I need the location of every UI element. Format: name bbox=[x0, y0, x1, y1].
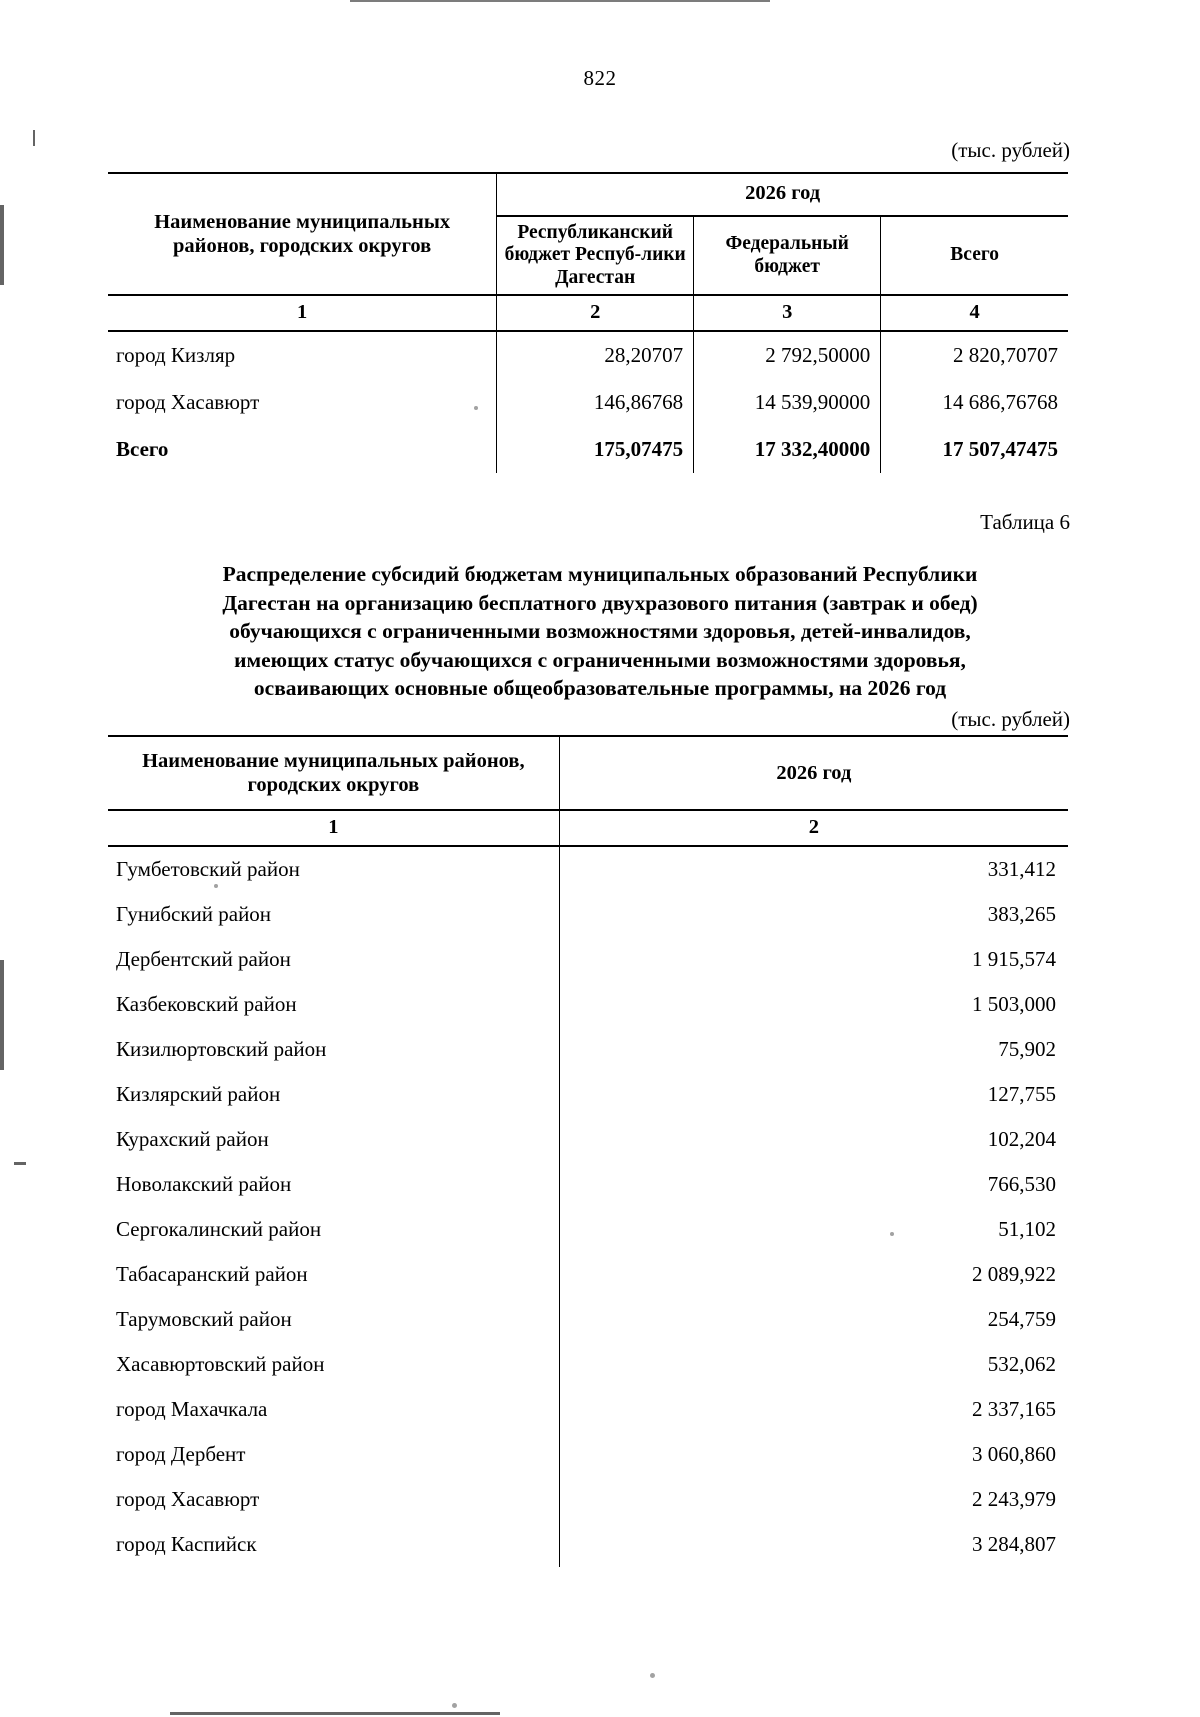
table-2-row-value: 1 503,000 bbox=[972, 992, 1056, 1017]
table-row bbox=[108, 1207, 1068, 1252]
table-2-body bbox=[108, 846, 1068, 1567]
table-6-label: Таблица 6 bbox=[980, 510, 1070, 534]
table-2-row-name: город Дербент bbox=[108, 1432, 559, 1477]
table-row bbox=[108, 937, 1068, 982]
table-6-title-line-3: обучающихся с ограниченными возможностями здоровья, детей-инвалидов, bbox=[229, 619, 971, 644]
table-row bbox=[108, 1252, 1068, 1297]
table-2-row-name: город Махачкала bbox=[108, 1387, 559, 1432]
table-row bbox=[108, 331, 1068, 379]
table-2-row-name: Казбековский район bbox=[108, 982, 559, 1027]
table-2-row-name: Тарумовский район bbox=[108, 1297, 559, 1342]
table-2-year-column-header: 2026 год bbox=[559, 736, 1068, 810]
table-row bbox=[108, 1162, 1068, 1207]
table-1-row-republican: 146,86768 bbox=[497, 379, 694, 426]
table-2 bbox=[108, 735, 1068, 1567]
table-2-row-value: 75,902 bbox=[998, 1037, 1056, 1062]
table-1-row-republican: 28,20707 bbox=[497, 331, 694, 379]
table-2-row-name: Дербентский район bbox=[108, 937, 559, 982]
table-1-total-total: 17 507,47475 bbox=[942, 437, 1058, 462]
table-1-total-label: Всего bbox=[108, 426, 497, 473]
table-1-column-number-row bbox=[108, 295, 1068, 331]
table-2-row-value: 254,759 bbox=[987, 1307, 1056, 1332]
table-row bbox=[108, 1117, 1068, 1162]
scan-artifact-tick-1 bbox=[33, 130, 35, 146]
table-6-title bbox=[110, 560, 1090, 703]
table-row bbox=[108, 846, 1068, 892]
table-2-row-name: Сергокалинский район bbox=[108, 1207, 559, 1252]
table-2-row-value: 3 060,860 bbox=[972, 1442, 1056, 1467]
table-2-row-value: 532,062 bbox=[987, 1352, 1056, 1377]
table-row bbox=[108, 1387, 1068, 1432]
scan-artifact-tick-4 bbox=[14, 1162, 26, 1165]
table-1-federal-budget-header: Федеральный бюджет bbox=[694, 216, 881, 295]
table-1-row-name: город Кизляр bbox=[108, 331, 497, 379]
table-2-row-value: 2 089,922 bbox=[972, 1262, 1056, 1287]
table-1-row-federal: 2 792,50000 bbox=[694, 331, 881, 379]
table-2-row-name: город Каспийск bbox=[108, 1522, 559, 1567]
table-2-row-name: город Хасавюрт bbox=[108, 1477, 559, 1522]
units-note-table1: (тыс. рублей) bbox=[951, 138, 1070, 162]
table-2-header-row bbox=[108, 736, 1068, 810]
table-1-header-row-1 bbox=[108, 173, 1068, 216]
table-1-total-row bbox=[108, 426, 1068, 473]
table-1-colnum-4: 4 bbox=[881, 295, 1068, 331]
scan-speck-5 bbox=[650, 1673, 655, 1678]
scan-speck-6 bbox=[452, 1703, 457, 1708]
table-1-year-group-header: 2026 год bbox=[497, 173, 1068, 216]
table-6-distribution bbox=[108, 735, 1068, 1567]
table-2-row-value: 51,102 bbox=[998, 1217, 1056, 1242]
table-6-title-line-4: имеющих статус обучающихся с ограниченными возможностями здоровья, bbox=[234, 647, 966, 672]
table-2-row-value: 2 337,165 bbox=[972, 1397, 1056, 1422]
table-1 bbox=[108, 172, 1068, 473]
table-1-republican-budget-header: Республиканский бюджет Респуб-лики Дагестан bbox=[497, 216, 694, 295]
table-row bbox=[108, 379, 1068, 426]
table-2-row-name: Гумбетовский район bbox=[108, 846, 559, 892]
table-1-subsidies-continuation bbox=[108, 172, 1068, 473]
table-row bbox=[108, 1342, 1068, 1387]
table-2-row-value: 2 243,979 bbox=[972, 1487, 1056, 1512]
scan-artifact-bottom-rule bbox=[170, 1712, 500, 1715]
table-2-row-value: 1 915,574 bbox=[972, 947, 1056, 972]
table-2-colnum-2: 2 bbox=[559, 810, 1068, 846]
table-2-row-name: Хасавюртовский район bbox=[108, 1342, 559, 1387]
table-row bbox=[108, 1297, 1068, 1342]
table-2-row-name: Гунибский район bbox=[108, 892, 559, 937]
table-row bbox=[108, 1027, 1068, 1072]
table-1-row-total: 14 686,76768 bbox=[942, 390, 1058, 415]
page-number: 822 bbox=[583, 66, 617, 90]
table-row bbox=[108, 982, 1068, 1027]
table-6-title-line-2: Дагестан на организацию бесплатного двухразового питания (завтрак и обед) bbox=[222, 590, 978, 615]
scan-artifact-top-rule bbox=[350, 0, 770, 2]
table-row bbox=[108, 892, 1068, 937]
table-row bbox=[108, 1072, 1068, 1117]
table-1-row-federal: 14 539,90000 bbox=[694, 379, 881, 426]
table-2-row-value: 102,204 bbox=[987, 1127, 1056, 1152]
table-2-column-number-row bbox=[108, 810, 1068, 846]
table-2-row-name: Табасаранский район bbox=[108, 1252, 559, 1297]
table-2-row-name: Кизилюртовский район bbox=[108, 1027, 559, 1072]
table-1-total-header: Всего bbox=[950, 244, 999, 266]
table-2-row-value: 766,530 bbox=[987, 1172, 1056, 1197]
scan-artifact-tick-2 bbox=[0, 205, 4, 285]
table-row bbox=[108, 1477, 1068, 1522]
table-6-title-line-5: осваивающих основные общеобразовательные программы, на 2026 год bbox=[253, 676, 947, 701]
table-1-colnum-3: 3 bbox=[694, 295, 881, 331]
table-row bbox=[108, 1522, 1068, 1567]
table-2-colnum-1: 1 bbox=[108, 810, 559, 846]
table-2-row-value: 3 284,807 bbox=[972, 1532, 1056, 1557]
table-1-total-republican: 175,07475 bbox=[497, 426, 694, 473]
table-2-row-value: 127,755 bbox=[987, 1082, 1056, 1107]
table-2-row-name: Кизлярский район bbox=[108, 1072, 559, 1117]
table-1-row-name: город Хасавюрт bbox=[108, 379, 497, 426]
table-1-total-federal: 17 332,40000 bbox=[694, 426, 881, 473]
table-2-row-name: Курахский район bbox=[108, 1117, 559, 1162]
table-1-row-total: 2 820,70707 bbox=[953, 343, 1058, 368]
units-note-table2: (тыс. рублей) bbox=[951, 707, 1070, 731]
table-2-row-value: 383,265 bbox=[987, 902, 1056, 927]
table-row bbox=[108, 1432, 1068, 1477]
table-1-name-column-header: Наименование муниципальных районов, городских округов bbox=[108, 173, 497, 295]
table-1-colnum-2: 2 bbox=[497, 295, 694, 331]
table-2-name-column-header: Наименование муниципальных районов, городских округов bbox=[108, 736, 559, 810]
table-6-title-line-1: Распределение субсидий бюджетам муниципальных образований Республики bbox=[222, 562, 978, 586]
table-2-row-value: 331,412 bbox=[987, 857, 1056, 882]
table-2-row-name: Новолакский район bbox=[108, 1162, 559, 1207]
scan-artifact-tick-3 bbox=[0, 960, 4, 1070]
table-1-colnum-1: 1 bbox=[108, 295, 497, 331]
